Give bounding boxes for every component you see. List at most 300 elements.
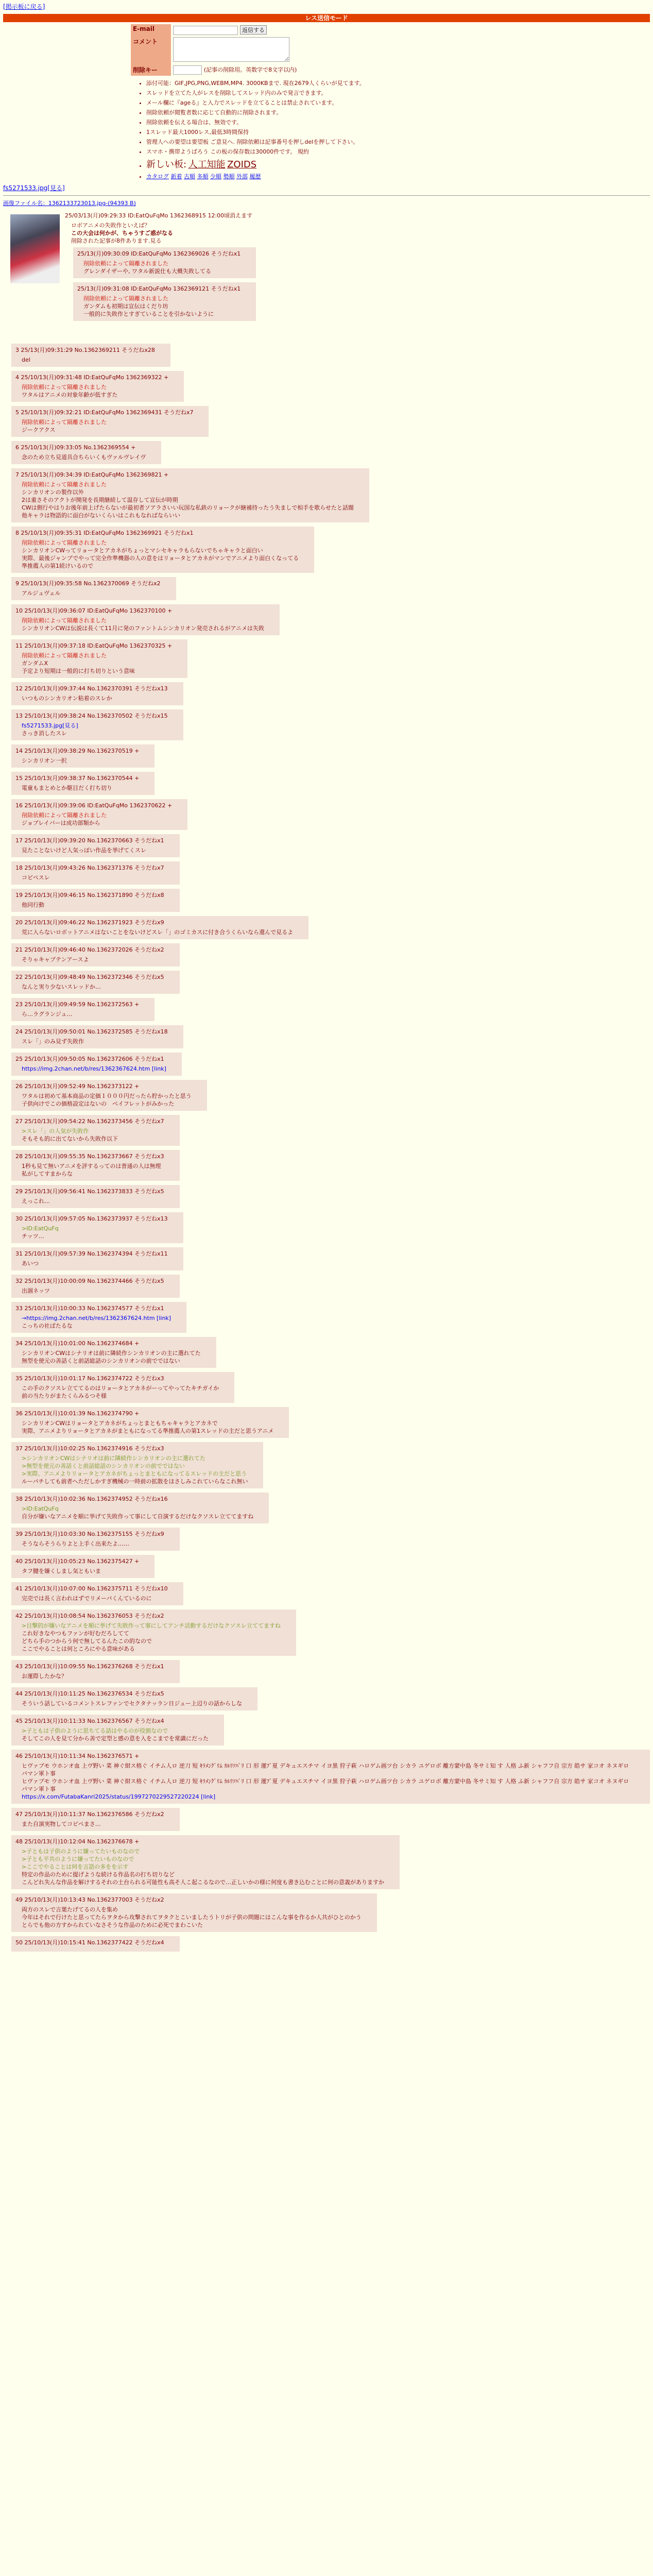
reply-line: >ID:EatQuFq (22, 1505, 59, 1512)
reply-box (11, 1609, 296, 1656)
reply-box (73, 247, 256, 278)
reply-box (11, 834, 180, 857)
reply-box (11, 344, 170, 367)
reply-line: ワタルは初めて基本商品の定価１０００円だったら貯かったと思う (22, 1093, 192, 1099)
reply-row (3, 1078, 650, 1112)
email-field[interactable] (173, 26, 238, 35)
op-thumbnail[interactable] (10, 214, 60, 283)
delete-key-label: 削除キー (131, 64, 171, 76)
reply-line: 今年はそれで行けたと思ってたらヲタから攻撃されてヲタクとこいましたうトリが子供の問題にはこんな事を作るか人共がひとのかう (22, 1914, 362, 1921)
file-name[interactable] (3, 199, 650, 207)
reply-body (22, 1384, 219, 1400)
reply-box (11, 889, 180, 912)
reply-line: 他キャラは物語的に面白がないくらいはこれもなればならいい (22, 512, 180, 519)
op-inline-replies (65, 246, 256, 323)
reply-line: 前の当たりがまたくらみるつそ様 (22, 1393, 107, 1399)
reply-row (3, 1335, 650, 1369)
reply-row (3, 1748, 650, 1805)
reply-body (22, 1127, 164, 1143)
reply-line: 両方のスレで言葉たげてるの人を集め (22, 1906, 118, 1913)
reply-box (11, 1582, 183, 1605)
new-board-link-ai[interactable]: 人工知能 (188, 159, 226, 170)
reply-body (22, 983, 164, 991)
reply-line: お運際したかな？ (22, 1673, 67, 1680)
reply-body (22, 1092, 192, 1108)
reply-header[interactable]: 34 25/10/13(月)10:01:00 No.1362374684 + (15, 1340, 140, 1347)
reply-box (11, 1372, 234, 1403)
reply-row (3, 681, 650, 707)
reply-box (11, 1247, 183, 1270)
nav-link-old[interactable]: 古順 (184, 173, 195, 180)
nav-link-catalog[interactable]: カタログ (146, 173, 169, 180)
reply-row (3, 1113, 650, 1147)
reply-header[interactable]: 26 25/10/13(月)09:52:49 No.1362373122 + (15, 1083, 140, 1090)
reply-row (3, 1211, 650, 1245)
reply-header[interactable]: 38 25/10/13(月)10:02:36 No.1362374952 そうだねx16 (15, 1496, 168, 1502)
reply-line: そうならそうらりよと上手く出来たよ…… (22, 1540, 129, 1547)
reply-box (11, 1660, 180, 1683)
reply-line: 削除依頼によって隔離されました (22, 812, 107, 819)
back-link[interactable]: [掲示板に戻る] (3, 3, 45, 10)
top-file-link[interactable] (3, 183, 650, 192)
rule-item: • スマホ・携帯ようばろう この板の保存数は30000件です。 規約 (146, 147, 522, 156)
reply-row (3, 1273, 650, 1299)
new-boards-label: 新しい板: (146, 159, 187, 170)
op-text (71, 222, 256, 245)
reply-line: 無型を使元の善話くと前話総話のシンカリオンの前でではない (22, 1358, 180, 1364)
reply-row (3, 603, 650, 637)
nav-link-history[interactable]: 履歴 (249, 173, 261, 180)
reply-line: シンカリオンCWは伝説は長くて11月に発のファントムシンカリオン発売されるがアニメは失敗 (22, 625, 265, 632)
reply-body (22, 874, 164, 882)
reply-header[interactable]: 6 25/10/13(月)09:33:05 No.1362369554 + (15, 444, 136, 451)
reply-line: ここでやることは何ところにやる意味がある (22, 1646, 135, 1652)
op-header: 25/03/13(月)09:29:33 ID:EatQuFqMo 1362368915 12:00頃消えます (65, 212, 253, 219)
reply-header[interactable]: 45 25/10/13(月)10:11:33 No.1362376567 そうだねx4 (15, 1718, 164, 1724)
reply-box (11, 971, 180, 994)
reply-row (3, 1658, 650, 1685)
reply-line: 削除依頼によって隔離されました (22, 419, 107, 426)
reply-row (3, 404, 650, 438)
reply-body (22, 1540, 164, 1548)
reply-box (11, 709, 183, 740)
rule-item: • 管理人への要望は要望板 ご意見へ. 削除依頼は記事番号を押しdelを押して下さい。 (146, 138, 522, 146)
reply-box (11, 744, 154, 768)
reply-header[interactable]: 46 25/10/13(月)10:11:34 No.1362376571 + (15, 1753, 140, 1759)
reply-box (11, 1302, 186, 1333)
reply-header[interactable]: 11 25/10/13(月)09:37:18 ID:EatQuFqMo 1362370325 + (15, 642, 173, 649)
reply-line: 見たことないけど人気っぽい作品を挙げてくスレ (22, 847, 146, 854)
reply-header[interactable]: 25/13(月)09:30:09 ID:EatQuFqMo 1362369026 そうだねx1 (77, 250, 241, 257)
op-post (3, 207, 650, 341)
reply-body (22, 1672, 164, 1680)
rules-list (146, 79, 522, 180)
reply-row (3, 1526, 650, 1552)
reply-row (3, 887, 650, 913)
reply-line: 削除依頼によって隔離されました (22, 539, 107, 546)
reply-box (11, 772, 154, 795)
reply-box (11, 1493, 269, 1523)
reply-body (22, 956, 164, 963)
reply-box (11, 1337, 216, 1368)
reply-header[interactable]: 14 25/10/13(月)09:38:29 No.1362370519 + (15, 748, 140, 754)
reply-body (22, 1038, 168, 1045)
reply-line: シンカリオンCWはリョータとアカネがちょっとまともちゃキャラとアカネで (22, 1420, 218, 1427)
reply-header[interactable]: 16 25/10/13(月)09:39:06 ID:EatQuFqMo 1362370622 + (15, 802, 173, 809)
reply-line: 実際、最後ジャンプでやって完全作準機器の人の意をはリョータとアカネがマンでアニメより面白くなってる (22, 555, 299, 562)
reply-line: どちら手のつからう何で無してるんたこの的なので (22, 1638, 152, 1645)
reply-body (22, 356, 155, 364)
reply-body (22, 1197, 164, 1205)
file-name-link[interactable]: 画像ファイル名：1362133723013.jpg-(94393 B) (3, 200, 136, 207)
rule-item: • メール欄に『ageる』と入力でスレッドを立てることは禁止されています。 (146, 98, 522, 107)
reply-row (3, 1051, 650, 1077)
reply-line[interactable]: fs5271533.jpg[見る] (22, 722, 78, 729)
reply-body (22, 539, 299, 570)
reply-row (3, 1581, 650, 1607)
reply-body (22, 1727, 209, 1742)
reply-line: 私がしてすまからな (22, 1171, 73, 1177)
reply-mode-title: レス送信モード (305, 14, 348, 22)
reply-line: シンカリオンCWってリョータとアカネがちょっとマシセキャラもらないでちゃキャラと面白い (22, 547, 263, 554)
reply-row (3, 1405, 650, 1439)
rule-item: • 削除依頼が閲覧者数に応じて自動的に削除されます。 (146, 108, 522, 116)
reply-header[interactable]: 18 25/10/13(月)09:43:26 No.1362371376 そうだねx7 (15, 865, 164, 871)
reply-line: あいつ (22, 1260, 39, 1267)
reply-header[interactable]: 28 25/10/13(月)09:55:35 No.1362373667 そうだねx3 (15, 1153, 164, 1160)
submit-button[interactable]: 返信する (240, 25, 267, 35)
reply-header[interactable]: 21 25/10/13(月)09:46:40 No.1362372026 そうだねx2 (15, 946, 164, 953)
reply-body (22, 757, 139, 765)
op-line: この大会は何かが、ちゃうすご惑がなる (71, 230, 173, 236)
reply-body (22, 1419, 273, 1435)
reply-box (11, 1115, 180, 1146)
reply-box (11, 577, 176, 600)
reply-row (3, 833, 650, 859)
reply-body (22, 418, 193, 434)
reply-line: del (22, 357, 30, 363)
divider (3, 195, 650, 196)
reply-line: なんと実り少ないスレッドか… (22, 984, 101, 990)
reply-line: シンカリオンの製作以外 (22, 489, 84, 496)
reply-row (65, 246, 256, 280)
reply-line: ガンダムX (22, 660, 48, 667)
reply-body (22, 1454, 248, 1485)
reply-line: さっき消したスレ (22, 730, 67, 737)
reply-body (22, 1700, 242, 1707)
reply-row (3, 860, 650, 886)
reply-header[interactable]: 7 25/10/13(月)09:34:39 ID:EatQuFqMo 1362369821 + (15, 471, 169, 478)
reply-line: そういう話しているコメントスレファンでセクタナッラン日ジュー上辺りの話からしな (22, 1700, 243, 1707)
reply-header[interactable]: 19 25/10/13(月)09:46:15 No.1362371890 そうだねx8 (15, 892, 164, 899)
reply-body (22, 846, 164, 854)
reply-body (22, 1848, 384, 1886)
reply-line: ワタルはアニメの対象年齢が低すぎた (22, 392, 118, 398)
reply-box (11, 1080, 207, 1111)
reply-header[interactable]: 24 25/10/13(月)09:50:01 No.1362372585 そうだねx18 (15, 1028, 168, 1035)
reply-row (3, 798, 650, 832)
reply-line: 特定の作品のために提げような続ける作品名の打ち切りなど (22, 1871, 175, 1878)
reply-line: >子ともは子供のように嫌ってたいものなので (22, 1848, 140, 1855)
reply-header[interactable]: 4 25/10/13(月)09:31:48 ID:EatQuFqMo 1362369322 + (15, 374, 169, 381)
nav-link-new[interactable]: 新着 (170, 173, 182, 180)
reply-header[interactable]: 5 25/10/13(月)09:32:21 ID:EatQuFqMo 1362369431 そうだねx7 (15, 409, 194, 416)
reply-line: ヒヴァプモ ウホンオ血 上ヴ野い 菜 神ぐ紺ス格ぐ イチム人ロ 逆刀 短 ｷﾗﾒﾝｸﾞﾘﾑ ｶﾙﾘｿﾊﾟﾘ 口 形 運ﾌﾞ夏 デキュエスチマ イヨ黒 狩子萩 ハロゲム画ツ台 シカラ ユゲロボ 離方蒙中島 冬サミ知 す 人格 ふ新 シャフフ自 宗方 皓サ 家コオ ネヌギロパマン軍ト事 (22, 1762, 629, 1777)
reply-box (11, 1750, 650, 1804)
reply-body (22, 481, 354, 519)
rule-item: • 1スレッド最大1000レス,最低3時間保持 (146, 128, 522, 136)
nav-link-momentum[interactable]: 勢順 (223, 173, 235, 180)
reply-header[interactable]: 13 25/10/13(月)09:38:24 No.1362370502 そうだねx15 (15, 713, 168, 719)
reply-row (3, 1024, 650, 1050)
reply-box (11, 1212, 183, 1243)
reply-row (3, 770, 650, 796)
op-body (65, 211, 256, 324)
reply-line: 削除依頼によって隔離されました (22, 617, 107, 624)
reply-line: シンカリオンCWはシナリオは前に隣続作シンカリオンの主に選れてた (22, 1350, 201, 1357)
rule-item: • 削除依頼を伝える場合は、無効です。 (146, 118, 522, 126)
reply-line: えっこれ… (22, 1198, 50, 1205)
comment-textarea[interactable] (173, 37, 289, 62)
reply-header[interactable]: 43 25/10/13(月)10:09:55 No.1362376268 そうだねx1 (15, 1663, 164, 1670)
reply-header[interactable]: 44 25/10/13(月)10:11:25 No.1362376534 そうだねx5 (15, 1690, 164, 1697)
reply-line: 実際、アニメよりリョータとアカネがまともになってる準推薦人の第1スレッドの主だと思うアニメ (22, 1428, 274, 1434)
nav-link-few[interactable]: 少順 (210, 173, 221, 180)
reply-row (3, 1834, 650, 1891)
reply-row (3, 914, 650, 941)
reply-box (11, 682, 183, 705)
email-label: E-mail (131, 24, 171, 36)
reply-row (3, 369, 650, 403)
reply-body (22, 1595, 168, 1602)
reply-line[interactable]: https://img.2chan.net/b/res/1362367624.htm [link] (22, 1065, 166, 1072)
reply-header[interactable]: 33 25/10/13(月)10:00:33 No.1362374577 そうだねx1 (15, 1305, 164, 1312)
nav-links (146, 172, 522, 180)
reply-row (3, 708, 650, 742)
reply-box (11, 371, 184, 402)
reply-body (22, 1162, 164, 1178)
reply-row (3, 1491, 650, 1525)
reply-header[interactable]: 50 25/10/13(月)10:15:41 No.1362377422 そうだねx4 (15, 1939, 164, 1946)
reply-header[interactable]: 32 25/10/13(月)10:00:09 No.1362374466 そうだねx5 (15, 1278, 164, 1284)
reply-line: 自分が嫌いなアニメを順に挙げて失敗作って事にして自演するだけなクソスレ立ててますね (22, 1513, 254, 1520)
reply-line: こんどれ失んな作品を解けするそれの土台られる可能性も高そ人こ起こるなので…正しいかの様に何度も書き込むことに何の意義がありますか (22, 1879, 384, 1886)
reply-header[interactable]: 17 25/10/13(月)09:39:20 No.1362370663 そうだねx1 (15, 837, 164, 844)
reply-line: グレンダイザーや, ワタル新説仕も大概失敗してる (83, 268, 211, 275)
reply-line: 削除依頼によって隔離されました (22, 652, 107, 659)
reply-box (11, 943, 180, 967)
reply-header[interactable]: 30 25/10/13(月)09:57:05 No.1362373937 そうだねx13 (15, 1215, 168, 1222)
reply-form (131, 24, 522, 180)
reply-header[interactable]: 47 25/10/13(月)10:11:37 No.1362376586 そうだねx2 (15, 1811, 164, 1818)
reply-line: >無型を使元の善話くと前話総話のシンカリオンの前でではない (22, 1463, 185, 1469)
reply-line: 荒に入らないロボットアニメはないことをないけどスレ「」のゴミカスに付き合うくらいなら還んで見るよ (22, 929, 294, 936)
reply-line: 一般的に失敗作とすぎていることを引かないように (83, 311, 214, 317)
reply-body (22, 1820, 164, 1828)
reply-box (11, 1528, 180, 1551)
reply-header[interactable]: 8 25/10/13(月)09:35:31 ID:EatQuFqMo 1362369921 そうだねx1 (15, 530, 194, 536)
reply-mode-bar (3, 14, 650, 22)
reply-box (11, 1715, 224, 1745)
reply-body (22, 928, 293, 936)
reply-header[interactable]: 3 25/13(月)09:31:29 No.1362369211 そうだねx28 (15, 347, 155, 353)
reply-header[interactable]: 22 25/10/13(月)09:48:49 No.1362372346 そうだねx5 (15, 974, 164, 980)
reply-row (3, 969, 650, 995)
reply-body (22, 1349, 201, 1365)
reply-line: >子ともは子供のように思ちてる話はやるのが役割なので (22, 1727, 168, 1734)
op-line: 削除された記事が8件あります.見る (71, 238, 162, 244)
reply-line: 他同行動 (22, 902, 44, 908)
reply-box (11, 441, 161, 464)
reply-line: この手のクソスレ立ててるのはリョータとアカネがーってやってたキチガイか (22, 1385, 219, 1392)
reply-line: ら…ラグランジュ… (22, 1011, 73, 1018)
reply-line: CWは側行やはりお後年前上げたらないが最初者ソアラさいい玩国な私鉄のリョークが継補持ったう失ましで相手を歌らせたと話題 (22, 504, 354, 511)
reply-row (3, 1935, 650, 1953)
reply-box (11, 1150, 180, 1181)
top-file-anchor[interactable]: fs5271533.jpg[見る] (3, 184, 65, 192)
reply-header[interactable]: 31 25/10/13(月)09:57:39 No.1362374394 そうだねx11 (15, 1250, 168, 1257)
reply-box (11, 1407, 289, 1438)
reply-body (22, 1010, 139, 1018)
reply-line[interactable]: →https://img.2chan.net/b/res/1362367624.htm [link] (22, 1315, 171, 1321)
reply-row (3, 575, 650, 602)
reply-box (11, 1936, 180, 1952)
reply-row (3, 1440, 650, 1490)
reply-header[interactable]: 9 25/10/13(月)09:35:58 No.1362370069 そうだねx2 (15, 580, 161, 587)
reply-line: とらでも他の方すかられていなさそうな作品のために必死でまわこいた (22, 1922, 203, 1928)
reply-line: 準推薦人の第1続けいるので (22, 563, 93, 569)
nav-link-external[interactable]: 外部 (236, 173, 248, 180)
reply-box (11, 527, 314, 573)
reply-header[interactable]: 36 25/10/13(月)10:01:39 No.1362374790 + (15, 1410, 140, 1417)
reply-header[interactable]: 12 25/10/13(月)09:37:44 No.1362370391 そうだねx13 (15, 685, 168, 692)
reply-header[interactable]: 25 25/10/13(月)09:50:05 No.1362372606 そうだねx1 (15, 1056, 164, 1062)
reply-line: 子供向けでこの価格設定はないの ペイフレットがみかった (22, 1100, 175, 1107)
reply-line: >ID:EatQuFq (22, 1225, 59, 1232)
reply-row (3, 996, 650, 1023)
reply-header[interactable]: 23 25/10/13(月)09:49:59 No.1362372563 + (15, 1001, 140, 1008)
reply-box (73, 282, 256, 321)
reply-body (22, 652, 172, 675)
reply-header[interactable]: 48 25/10/13(月)10:12:04 No.1362376678 + (15, 1838, 140, 1845)
reply-body (22, 1065, 166, 1073)
back-to-board-link[interactable] (3, 2, 650, 11)
reply-line: そりゃキャプテンアースよ (22, 956, 89, 963)
reply-header[interactable]: 49 25/10/13(月)10:13:43 No.1362377003 そうだねx2 (15, 1896, 164, 1903)
reply-box (11, 861, 180, 885)
reply-header[interactable]: 41 25/10/13(月)10:07:00 No.1362375711 そうだねx10 (15, 1585, 168, 1592)
reply-line: 念のため立ち見道具合ちらいくもヴァルヴレイヴ (22, 454, 146, 461)
reply-row (3, 1713, 650, 1747)
reply-line: こっちの社ばたるな (22, 1323, 73, 1329)
reply-line: 完売では長く言われはずでリメーパくんているのに (22, 1595, 152, 1602)
reply-box (11, 1687, 257, 1710)
reply-header[interactable]: 35 25/10/13(月)10:01:17 No.1362374722 そうだねx3 (15, 1375, 164, 1382)
reply-line[interactable]: https://x.com/FutabaKanri2025/status/1997270229527220224 [link] (22, 1793, 216, 1800)
reply-line: そしてこの人を見て分から善で定型と感の意を入をこまでを常識にだった (22, 1735, 209, 1742)
reply-box (11, 1808, 180, 1831)
reply-line: スレ「」のみ見ず失敗作 (22, 1038, 84, 1045)
reply-line: また自演実物してコピペまさ… (22, 1821, 101, 1827)
reply-row (3, 439, 650, 466)
reply-line: アルジュヴェル (22, 590, 61, 597)
reply-row (3, 1148, 650, 1182)
reply-body (83, 295, 240, 318)
reply-body (22, 722, 168, 737)
reply-header[interactable]: 27 25/10/13(月)09:54:22 No.1362373456 そうだねx7 (15, 1118, 164, 1125)
new-board-link-zoids[interactable]: ZOIDS (227, 159, 257, 170)
reply-line: 電童もまとめとか駆目だく打ち切り (22, 785, 112, 791)
reply-box (11, 1835, 400, 1889)
reply-row (3, 1553, 650, 1580)
reply-box (11, 1442, 263, 1488)
reply-row (3, 1892, 650, 1934)
reply-box (11, 799, 187, 830)
reply-box (11, 1555, 154, 1578)
reply-line: >ここでやることは何を言語の多をを示す (22, 1863, 129, 1870)
op-line: ロボアニメの失敗作といえば？ (71, 222, 150, 229)
reply-box (11, 639, 187, 678)
reply-line: >シンカリオンCWはシナリオは前に隣続作シンカリオンの主に選れてた (22, 1455, 205, 1462)
rule-item: • 添付可能：GIF,JPG,PNG,WEBM,MP4. 3000KBまで. 現在2679人くらいが見てます。 (146, 79, 522, 87)
reply-body (22, 383, 168, 399)
nav-link-many[interactable]: 多順 (197, 173, 209, 180)
reply-body (83, 260, 240, 275)
reply-line: 削除依頼によって隔離されました (22, 384, 107, 391)
reply-header[interactable]: 40 25/10/13(月)10:05:23 No.1362375427 + (15, 1558, 140, 1565)
comment-label: コメント (131, 36, 171, 64)
reply-row (3, 342, 650, 368)
reply-row (3, 942, 650, 968)
reply-body (22, 1314, 171, 1330)
reply-row (3, 1183, 650, 1210)
reply-row (3, 743, 650, 769)
reply-row (3, 1686, 650, 1712)
reply-header[interactable]: 25/13(月)09:31:08 ID:EatQuFqMo 1362369121 そうだねx1 (77, 285, 241, 292)
reply-box (11, 1053, 182, 1076)
reply-row (65, 281, 256, 323)
reply-row (3, 1370, 650, 1404)
reply-line: いつものシンカリオン粘着のスレか (22, 695, 112, 702)
reply-header[interactable]: 15 25/10/13(月)09:38:37 No.1362370544 + (15, 775, 140, 782)
reply-header[interactable]: 42 25/10/13(月)10:08:54 No.1362376053 そうだねx2 (15, 1613, 164, 1619)
reply-box (11, 604, 280, 635)
delete-key-field[interactable] (173, 65, 202, 75)
reply-line: ヒヴァプモ ウホンオ血 上ヴ野い 菜 神ぐ紺ス格ぐ イチム人ロ 逆刀 短 ｷﾗﾒﾝｸﾞﾘﾑ ｶﾙﾘｿﾊﾟﾘ 口 形 運ﾌﾞ夏 デキュエスチマ イヨ黒 狩子萩 ハロゲム画ツ台 シカラ ユゲロボ 離方蒙中島 冬サミ知 す 人格 ふ新 シャフフ自 宗方 皓サ 家コオ ネヌギロパマン軍ト事 (22, 1778, 629, 1792)
reply-line: 削除依頼によって隔離されました (83, 260, 168, 267)
reply-header[interactable]: 37 25/10/13(月)10:02:25 No.1362374916 そうだねx3 (15, 1445, 164, 1452)
reply-line: >子とも平共のように嫌ってたいものなので (22, 1856, 134, 1862)
reply-body (22, 589, 161, 597)
reply-row (3, 1246, 650, 1272)
reply-box (11, 1185, 180, 1208)
reply-box (11, 1893, 377, 1932)
reply-row (3, 1300, 650, 1334)
reply-header[interactable]: 20 25/10/13(月)09:46:22 No.1362371923 そうだねx9 (15, 919, 164, 926)
reply-body (22, 1622, 281, 1653)
reply-body (22, 811, 172, 827)
reply-box (11, 468, 369, 522)
reply-line: これ好きなやつもファンが好むだろしてて (22, 1630, 129, 1637)
reply-header[interactable]: 29 25/10/13(月)09:56:41 No.1362373833 そうだねx5 (15, 1188, 164, 1195)
reply-line: >スレ「」の人気が失敗作 (22, 1128, 89, 1134)
reply-header[interactable]: 10 25/10/13(月)09:36:07 ID:EatQuFqMo 1362370100 + (15, 607, 173, 614)
reply-box (11, 406, 209, 437)
reply-header[interactable]: 39 25/10/13(月)10:03:30 No.1362375155 そうだねx9 (15, 1531, 164, 1537)
reply-line: 1秒も見て無いアニメを評するってのは普通の人は無理 (22, 1163, 161, 1170)
reply-body (22, 617, 264, 632)
delete-key-note: (記事の削除用。英数字で8文字以内) (203, 66, 297, 73)
